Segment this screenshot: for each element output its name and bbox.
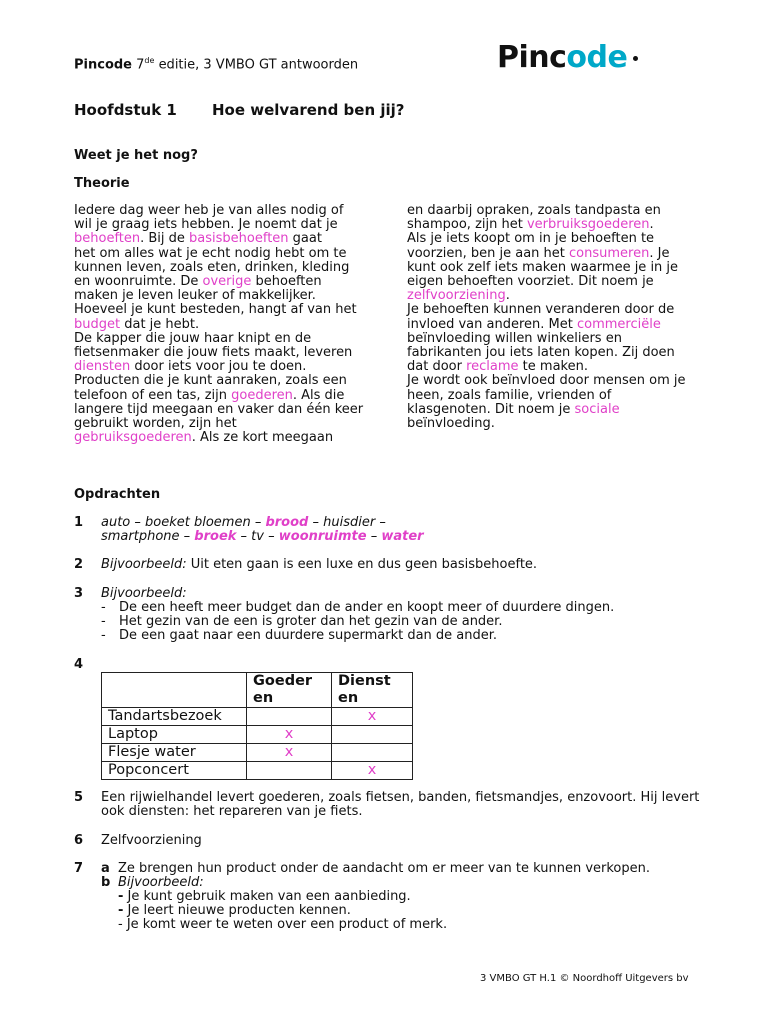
table-row [102, 708, 413, 726]
edition-text: editie, 3 VMBO GT antwoorden [158, 57, 359, 73]
theory-line: voorzien, ben je aan het consumeren. Je [407, 245, 670, 261]
cell-goederen: x [247, 726, 332, 744]
row-label: Laptop [102, 726, 247, 744]
key-term: commerciële [576, 316, 661, 332]
q7a-label: a [101, 861, 110, 876]
q7b-item: - Je komt weer te weten over een product of merk. [118, 917, 448, 932]
key-term: broek [194, 529, 237, 544]
key-term: overige [202, 274, 252, 290]
q6-number: 6 [74, 833, 84, 848]
theory-line: telefoon of een tas, zijn goederen. Als die [74, 387, 345, 403]
theory-line: beïnvloeding. [407, 416, 495, 432]
theory-line: gebruikt worden, zijn het [74, 416, 237, 432]
theory-line: shampoo, zijn het verbruiksgoederen. [407, 217, 654, 233]
q7b-intro: Bijvoorbeeld: [118, 875, 204, 890]
q5-number: 5 [74, 790, 84, 805]
theory-line: langere tijd meegaan en vaker dan één keer [74, 401, 364, 417]
brand-name: Pincode [74, 57, 132, 73]
theory-line: Producten die je kunt aanraken, zoals een [74, 373, 347, 389]
section-recall: Weet je het nog? [74, 148, 198, 163]
theory-line: wil je graag iets hebben. Je noemt dat je [74, 217, 338, 233]
theory-line: kunt ook zelf iets maken waarmee je in je [407, 259, 679, 275]
key-term: goederen [231, 387, 293, 403]
key-term: water [381, 529, 424, 544]
chapter-label: Hoofdstuk 1 [74, 101, 177, 119]
theory-line: beïnvloeding willen winkeliers en [407, 330, 622, 346]
cell-diensten [332, 726, 413, 744]
cell-goederen [247, 708, 332, 726]
theory-line: klasgenoten. Dit noem je sociale [407, 401, 620, 417]
theory-line: kunnen leven, zoals eten, drinken, kleding [74, 259, 350, 275]
q7a-text: Ze brengen hun product onder de aandacht om er meer van te kunnen verkopen. [118, 861, 651, 876]
theory-line: het om alles wat je echt nodig hebt om te [74, 245, 347, 261]
theory-line: Je wordt ook beïnvloed door mensen om je [407, 373, 686, 389]
q3-item: - Het gezin van de een is groter dan het gezin van de ander. [101, 614, 503, 629]
q4-number: 4 [74, 657, 84, 672]
theory-line: en woonruimte. De overige behoeften [74, 274, 322, 290]
theory-line: fabrikanten jou iets laten kopen. Zij doen [407, 345, 675, 361]
key-term: woonruimte [278, 529, 367, 544]
theory-line: diensten door iets voor jou te doen. [74, 359, 307, 375]
theory-line: gebruiksgoederen. Als ze kort meegaan [74, 430, 334, 446]
pincode-logo: Pincode [497, 40, 638, 75]
q7b-item: - Je kunt gebruik maken van een aanbieding. [118, 889, 411, 904]
edition-number: 7 [136, 57, 145, 73]
table-row [102, 762, 413, 780]
q3-item: - De een heeft meer budget dan de ander en koopt meer of duurdere dingen. [101, 600, 615, 615]
section-theory: Theorie [74, 176, 130, 191]
theory-line: maken je leven leuker of makkelijker. [74, 288, 316, 304]
theory-line: Iedere dag weer heb je van alles nodig of [74, 203, 344, 218]
row-label: Flesje water [102, 744, 247, 762]
chapter-heading [74, 101, 405, 119]
key-term: consumeren [569, 245, 650, 261]
page-footer: 3 VMBO GT H.1 © Noordhoff Uitgevers bv [480, 973, 689, 984]
theory-line: dat door reclame te maken. [407, 359, 588, 375]
q5-line-2: ook diensten: het repareren van je fiets. [101, 804, 363, 819]
theory-right-column [407, 204, 707, 431]
key-term: basisbehoeften [189, 231, 289, 247]
q3-number: 3 [74, 586, 84, 601]
q7b-label: b [101, 875, 111, 890]
header-diensten: Dienst en [332, 673, 413, 708]
key-term: behoeften [74, 231, 141, 247]
table-header-empty [102, 673, 247, 708]
q2-label: Bijvoorbeeld: [101, 557, 187, 572]
key-term: brood [265, 515, 309, 530]
q1-line-1: auto – boeket bloemen – brood – huisdier – [101, 515, 386, 530]
theory-line: behoeften. Bij de basisbehoeften gaat [74, 231, 322, 247]
logo-dot-icon [633, 56, 638, 61]
q7b-item: - Je leert nieuwe producten kennen. [118, 903, 351, 918]
table-row [102, 744, 413, 762]
theory-line: Je behoeften kunnen veranderen door de [407, 302, 675, 318]
q1-number: 1 [74, 515, 84, 530]
theory-line: en daarbij opraken, zoals tandpasta en [407, 203, 661, 218]
q3-label: Bijvoorbeeld: [101, 586, 187, 601]
cell-diensten [332, 744, 413, 762]
key-term: reclame [466, 359, 519, 375]
theory-line: invloed van anderen. Met commerciële [407, 316, 661, 332]
theory-line: fietsenmaker die jouw fiets maakt, leveren [74, 345, 353, 361]
row-label: Popconcert [102, 762, 247, 780]
cell-goederen [247, 762, 332, 780]
key-term: diensten [74, 359, 131, 375]
row-label: Tandartsbezoek [102, 708, 247, 726]
key-term: sociale [574, 401, 620, 417]
theory-line: De kapper die jouw haar knipt en de [74, 330, 312, 346]
theory-left-column [74, 204, 374, 445]
document-header [74, 56, 358, 72]
theory-line: zelfvoorziening. [407, 288, 510, 304]
q5-line-1: Een rijwielhandel levert goederen, zoals fietsen, banden, fietsmandjes, enzovoort. Hij levert [101, 790, 700, 805]
table-row [102, 726, 413, 744]
key-term: budget [74, 316, 121, 332]
q3-item: - De een gaat naar een duurdere supermarkt dan de ander. [101, 628, 498, 643]
q2-text: Uit eten gaan is een luxe en dus geen basisbehoefte. [190, 557, 538, 572]
theory-line: budget dat je hebt. [74, 316, 200, 332]
goods-services-table [101, 672, 413, 780]
q6-answer: Zelfvoorziening [101, 833, 202, 848]
q7-number: 7 [74, 861, 84, 876]
q2-number: 2 [74, 557, 84, 572]
chapter-title: Hoe welvarend ben jij? [212, 101, 405, 119]
cell-goederen: x [247, 744, 332, 762]
table-header-row [102, 673, 413, 708]
q1-line-2: smartphone – broek – tv – woonruimte – water [101, 529, 424, 544]
key-term: verbruiksgoederen [526, 217, 650, 233]
theory-line: Als je iets koopt om in je behoeften te [407, 231, 655, 247]
key-term: zelfvoorziening [407, 288, 506, 304]
edition-suffix: de [144, 56, 155, 65]
section-assignments: Opdrachten [74, 487, 161, 502]
cell-diensten: x [332, 708, 413, 726]
q2-answer [101, 558, 537, 572]
theory-line: heen, zoals familie, vrienden of [407, 387, 612, 403]
theory-line: eigen behoeften voorziet. Dit noem je [407, 274, 654, 290]
header-goederen: Goeder en [247, 673, 332, 708]
theory-line: Hoeveel je kunt besteden, hangt af van het [74, 302, 357, 318]
key-term: gebruiksgoederen [74, 430, 192, 446]
cell-diensten: x [332, 762, 413, 780]
